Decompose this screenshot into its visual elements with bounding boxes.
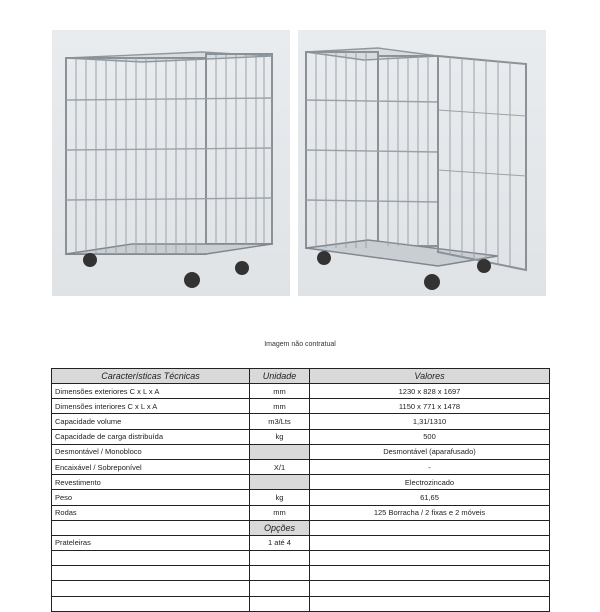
option-label [52,596,250,611]
option-unit [250,596,310,611]
option-value [310,596,550,611]
option-label [52,581,250,596]
row-label: Capacidade de carga distribuída [52,429,250,444]
row-value: Electrozincado [310,475,550,490]
option-label [52,566,250,581]
row-label: Dimensões interiores C x L x A [52,399,250,414]
row-unit: mm [250,399,310,414]
row-unit [250,475,310,490]
option-unit [250,581,310,596]
option-value [310,566,550,581]
row-unit: kg [250,429,310,444]
row-label: Peso [52,490,250,505]
row-label: Capacidade volume [52,414,250,429]
table-row [52,475,550,490]
header-valores: Valores [310,369,550,384]
product-photo-closed [52,30,290,296]
table-row [52,505,550,520]
row-value: 500 [310,429,550,444]
image-caption: Imagem não contratual [264,341,336,348]
table-header-row [52,369,550,384]
options-spacer [52,520,250,535]
options-spacer [310,520,550,535]
options-header: Opções [250,520,310,535]
row-label: Rodas [52,505,250,520]
row-value: Desmontável (aparafusado) [310,444,550,459]
table-row [52,414,550,429]
technical-specs-table [51,368,550,612]
row-value: 125 Borracha / 2 fixas e 2 móveis [310,505,550,520]
row-unit: kg [250,490,310,505]
row-unit: m3/Lts [250,414,310,429]
table-row [52,566,550,581]
table-row [52,459,550,474]
product-photo-open [298,30,546,296]
options-header-row [52,520,550,535]
option-unit [250,551,310,566]
row-value: 61,65 [310,490,550,505]
row-unit: X/1 [250,459,310,474]
option-value [310,535,550,550]
table-row [52,551,550,566]
table-row [52,384,550,399]
row-value: 1,31/1310 [310,414,550,429]
table-row [52,399,550,414]
table-row [52,596,550,611]
option-unit [250,566,310,581]
option-value [310,581,550,596]
row-label: Revestimento [52,475,250,490]
cage-trolley-open-door-icon [298,30,546,296]
table-row [52,490,550,505]
option-label [52,551,250,566]
table-row [52,444,550,459]
row-unit [250,444,310,459]
row-unit: mm [250,384,310,399]
table-row [52,535,550,550]
header-unidade: Unidade [250,369,310,384]
row-label: Encaixável / Sobreponível [52,459,250,474]
table-row [52,581,550,596]
option-label: Prateleiras [52,535,250,550]
row-value: 1150 x 771 x 1478 [310,399,550,414]
row-value: - [310,459,550,474]
cage-trolley-closed-icon [52,30,290,296]
row-label: Dimensões exteriores C x L x A [52,384,250,399]
option-value [310,551,550,566]
option-unit: 1 até 4 [250,535,310,550]
header-caracteristicas: Características Técnicas [52,369,250,384]
table-row [52,429,550,444]
row-value: 1230 x 828 x 1697 [310,384,550,399]
row-label: Desmontável / Monobloco [52,444,250,459]
row-unit: mm [250,505,310,520]
